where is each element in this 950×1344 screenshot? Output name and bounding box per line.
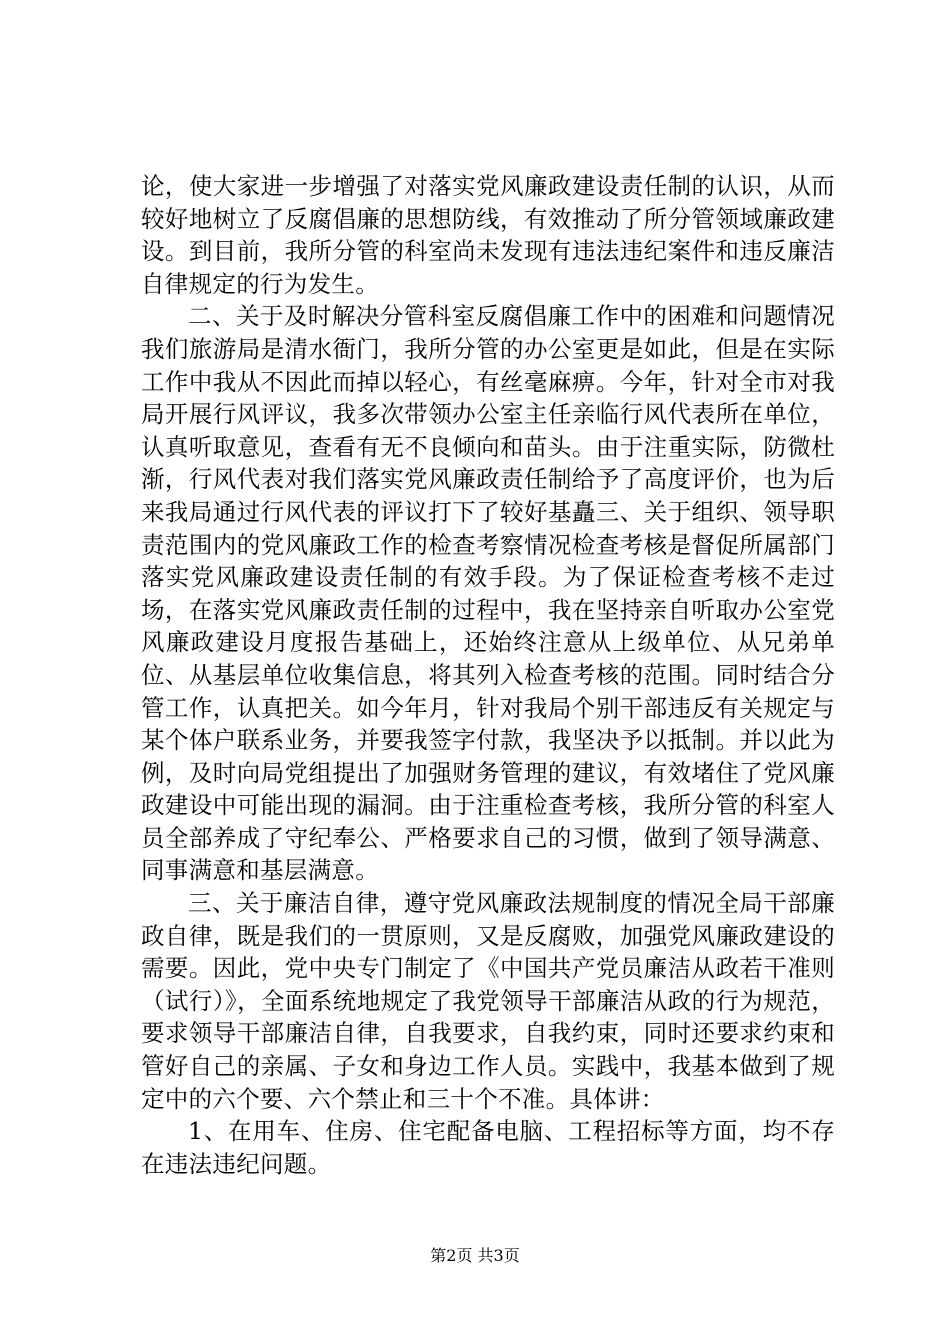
paragraph-continuation: 论，使大家进一步增强了对落实党风廉政建设责任制的认识，从而较好地树立了反腐倡廉的思想防线，有效推动了所分管领域廉政建设。到目前，我所分管的科室尚未发现有违法违纪案件和违反廉洁自律规定的行为发生。	[141, 172, 835, 298]
page-footer	[0, 1246, 950, 1266]
document-body	[141, 170, 835, 1180]
paragraph-section-two: 二、关于及时解决分管科室反腐倡廉工作中的困难和问题情况我们旅游局是清水衙门，我所分管的办公室更是如此，但是在实际工作中我从不因此而掉以轻心，有丝毫麻痹。今年，针对全市对我局开展行风评议，我多次带领办公室主任亲临行风代表所在单位，认真听取意见，查看有无不良倾向和苗头。由于注重实际，防微杜渐，行风代表对我们落实党风廉政责任制给予了高度评价，也为后来我局通过行风代表的评议打下了较好基矗三、关于组织、领导职责范围内的党风廉政工作的检查考察情况检查考核是督促所属部门落实党风廉政建设责任制的有效手段。为了保证检查考核不走过场，在落实党风廉政责任制的过程中，我在坚持亲自听取办公室党风廉政建设月度报告基础上，还始终注意从上级单位、从兄弟单位、从基层单位收集信息，将其列入检查考核的范围。同时结合分管工作，认真把关。如今年月，针对我局个别干部违反有关规定与某个体户联系业务，并要我签字付款，我坚决予以抵制。并以此为例，及时向局党组提出了加强财务管理的建议，有效堵住了党风廉政建设中可能出现的漏洞。由于注重检查考核，我所分管的科室人员全部养成了守纪奉公、严格要求自己的习惯，做到了领导满意、同事满意和基层满意。	[141, 302, 835, 885]
page-number: 第2页 共3页	[430, 1246, 520, 1265]
paragraph-section-three: 三、关于廉洁自律，遵守党风廉政法规制度的情况全局干部廉政自律，既是我们的一贯原则，又是反腐败，加强党风廉政建设的需要。因此，党中央专门制定了《中国共产党员廉洁从政若干准则（试行）》，全面系统地规定了我党领导干部廉洁从政的行为规范，要求领导干部廉洁自律，自我要求，自我约束，同时还要求约束和管好自己的亲属、子女和身边工作人员。实践中，我基本做到了规定中的六个要、六个禁止和三十个不准。具体讲：	[141, 889, 835, 1113]
paragraph-item-one: 1、在用车、住房、住宅配备电脑、工程招标等方面，均不存在违法违纪问题。	[141, 1117, 835, 1178]
